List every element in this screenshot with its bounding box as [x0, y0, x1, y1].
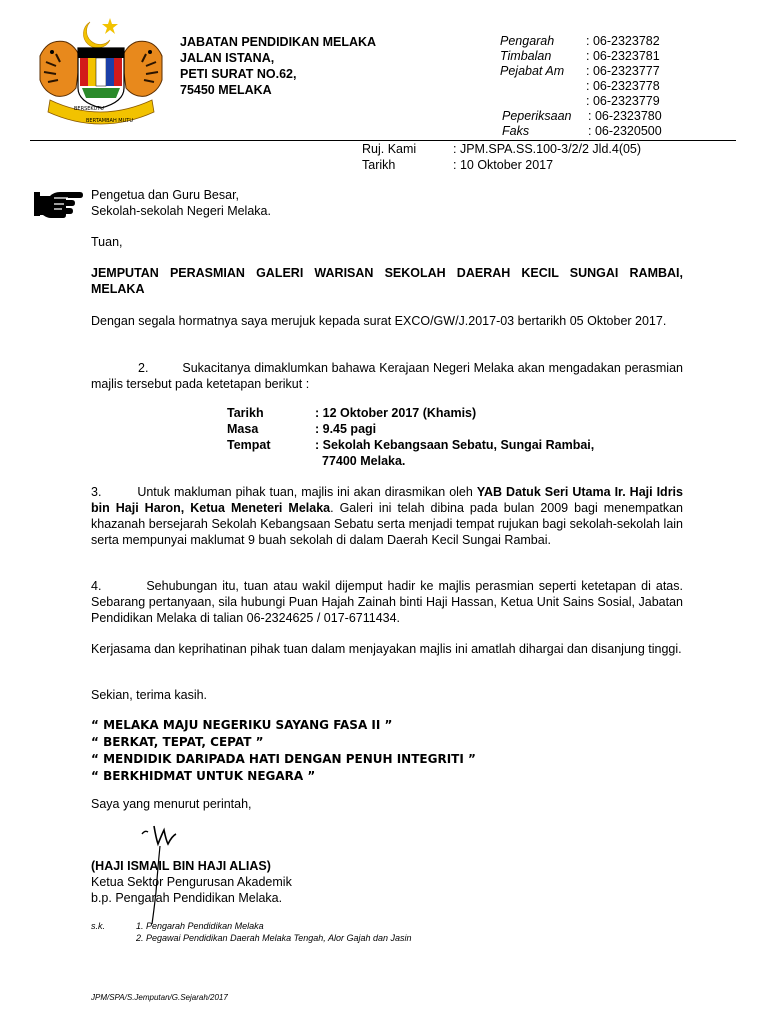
contact-row: [500, 64, 660, 79]
signatory-title: Ketua Sektor Pengurusan Akademik: [91, 875, 292, 889]
recipient-line-2: Sekolah-sekolah Negeri Melaka.: [91, 204, 271, 218]
paragraph-3: [91, 484, 683, 548]
contact-label: Pejabat Am: [500, 64, 565, 78]
contact-value: : 06-2323781: [586, 49, 660, 63]
event-date-label: Tarikh: [227, 406, 264, 420]
contact-value: : 06-2323778: [586, 79, 660, 93]
event-details: [227, 406, 647, 470]
event-place-row-2: [227, 454, 647, 470]
contact-label: Peperiksaan: [502, 109, 572, 123]
cc-label: s.k.: [91, 921, 106, 931]
coat-of-arms: [30, 14, 172, 132]
date-label: Tarikh: [362, 158, 396, 172]
ref-value: : JPM.SPA.SS.100-3/2/2 Jld.4(05): [453, 142, 642, 156]
contact-value: : 06-2320500: [588, 124, 662, 138]
contact-label: Pengarah: [500, 34, 555, 48]
cc-item: 2. Pegawai Pendidikan Daerah Melaka Tengah, Alor Gajah dan Jasin: [136, 933, 412, 943]
slogans: [91, 717, 476, 785]
date-value: : 10 Oktober 2017: [453, 158, 554, 172]
paragraph-3-chief-minister: YAB Datuk Seri Utama Ir. Haji Idris bin Haji Haron, Ketua Meneteri Melaka: [91, 485, 683, 515]
footer-reference: JPM/SPA/S.Jemputan/G.Sejarah/2017: [91, 993, 228, 1002]
recipient: [91, 187, 271, 219]
recipient-line-1: Pengetua dan Guru Besar,: [91, 188, 240, 202]
contact-value: : 06-2323780: [588, 109, 662, 123]
crest-motto-2: BERTAMBAH MUTU: [86, 118, 133, 124]
contact-value: : 06-2323777: [586, 64, 660, 78]
cc-list: [136, 920, 412, 944]
paragraph-4-number: 4.: [91, 579, 102, 593]
paragraph-2: [91, 360, 683, 392]
org-street: JALAN ISTANA,: [180, 51, 275, 65]
contact-row: [500, 79, 660, 94]
event-place-label: Tempat: [227, 438, 271, 452]
paragraph-3-text-b: . Galeri ini telah dibina pada bulan 2009 bagi menempatkan khazanah bersejarah Sekolah Kebangsaan Sebatu serta menjadi tempat rujukan bagi sekolah-sekolah lain serta mempunyai maklumat 9 buah sekolah di dalam Daerah Kecil Sungai Rambai.: [91, 501, 683, 547]
signatory-title-2: b.p. Pengarah Pendidikan Melaka.: [91, 891, 283, 905]
contact-label: Timbalan: [500, 49, 552, 63]
org-address: [180, 34, 376, 98]
event-place-value: : Sekolah Kebangsaan Sebatu, Sungai Rambai,: [315, 438, 595, 452]
event-time-row: [227, 422, 647, 438]
slogan: “ BERKAT, TEPAT, CEPAT ”: [91, 735, 264, 749]
contact-list: [500, 34, 662, 139]
coat-of-arms-graphic: [30, 14, 172, 132]
paragraph-5: Kerjasama dan keprihatinan pihak tuan dalam menjayakan majlis ini amatlah dihargai dan disanjung tinggi.: [91, 642, 682, 656]
paragraph-1: Dengan segala hormatnya saya merujuk kepada surat EXCO/GW/J.2017-03 bertarikh 05 Oktober 2017.: [91, 314, 667, 328]
event-time-value: : 9.45 pagi: [315, 422, 377, 436]
signatory-name: (HAJI ISMAIL BIN HAJI ALIAS): [91, 859, 271, 873]
event-time-label: Masa: [227, 422, 259, 436]
event-date-row: [227, 406, 647, 422]
subject-line-1: JEMPUTAN PERASMIAN GALERI WARISAN SEKOLAH DAERAH KECIL SUNGAI RAMBAI,: [91, 266, 683, 280]
slogan: “ MELAKA MAJU NEGERIKU SAYANG FASA II ”: [91, 718, 393, 732]
event-place-row: [227, 438, 647, 454]
contact-row: [500, 49, 660, 64]
subject: [91, 265, 683, 297]
cc-item: 1. Pengarah Pendidikan Melaka: [136, 921, 264, 931]
slogan: “ MENDIDIK DARIPADA HATI DENGAN PENUH INTEGRITI ”: [91, 752, 476, 766]
salutation: Tuan,: [91, 235, 123, 249]
contact-value: : 06-2323782: [586, 34, 660, 48]
event-place-value-2: 77400 Melaka.: [322, 454, 406, 468]
contact-value: : 06-2323779: [586, 94, 660, 108]
slogan: “ BERKHIDMAT UNTUK NEGARA ”: [91, 769, 316, 783]
signoff-line: Saya yang menurut perintah,: [91, 797, 252, 811]
paragraph-2-number: 2.: [138, 361, 149, 375]
subject-line-2: MELAKA: [91, 282, 145, 296]
contact-label: Faks: [502, 124, 530, 138]
paragraph-3-text-a: Untuk makluman pihak tuan, majlis ini akan dirasmikan oleh: [137, 485, 477, 499]
contact-row: [500, 94, 660, 109]
signatory: [91, 858, 292, 906]
paragraph-4-text: Sehubungan itu, tuan atau wakil dijemput hadir ke majlis perasmian seperti ketetapan di atas. Sebarang pertanyaan, sila hubungi Puan Hajah Zainah binti Haji Hassan, Ketua Unit Sains Sosial, Jabatan Pendidikan Melaka di talian 06-2324625 / 017-6711434.: [91, 579, 683, 625]
paragraph-4: [91, 578, 683, 626]
org-name: JABATAN PENDIDIKAN MELAKA: [180, 35, 377, 49]
pointing-hand-icon: [34, 188, 84, 218]
event-date-value: : 12 Oktober 2017 (Khamis): [315, 406, 477, 420]
paragraph-3-number: 3.: [91, 485, 102, 499]
org-postcode: 75450 MELAKA: [180, 83, 272, 97]
closing-line: Sekian, terima kasih.: [91, 688, 208, 702]
paragraph-2-text: Sukacitanya dimaklumkan bahawa Kerajaan Negeri Melaka akan mengadakan perasmian majlis tersebut pada ketetapan berikut :: [91, 361, 683, 391]
contact-row: [500, 34, 660, 49]
ref-label: Ruj. Kami: [362, 142, 417, 156]
org-pobox: PETI SURAT NO.62,: [180, 67, 297, 81]
crest-motto-1: BERSEKUTU: [74, 106, 104, 112]
